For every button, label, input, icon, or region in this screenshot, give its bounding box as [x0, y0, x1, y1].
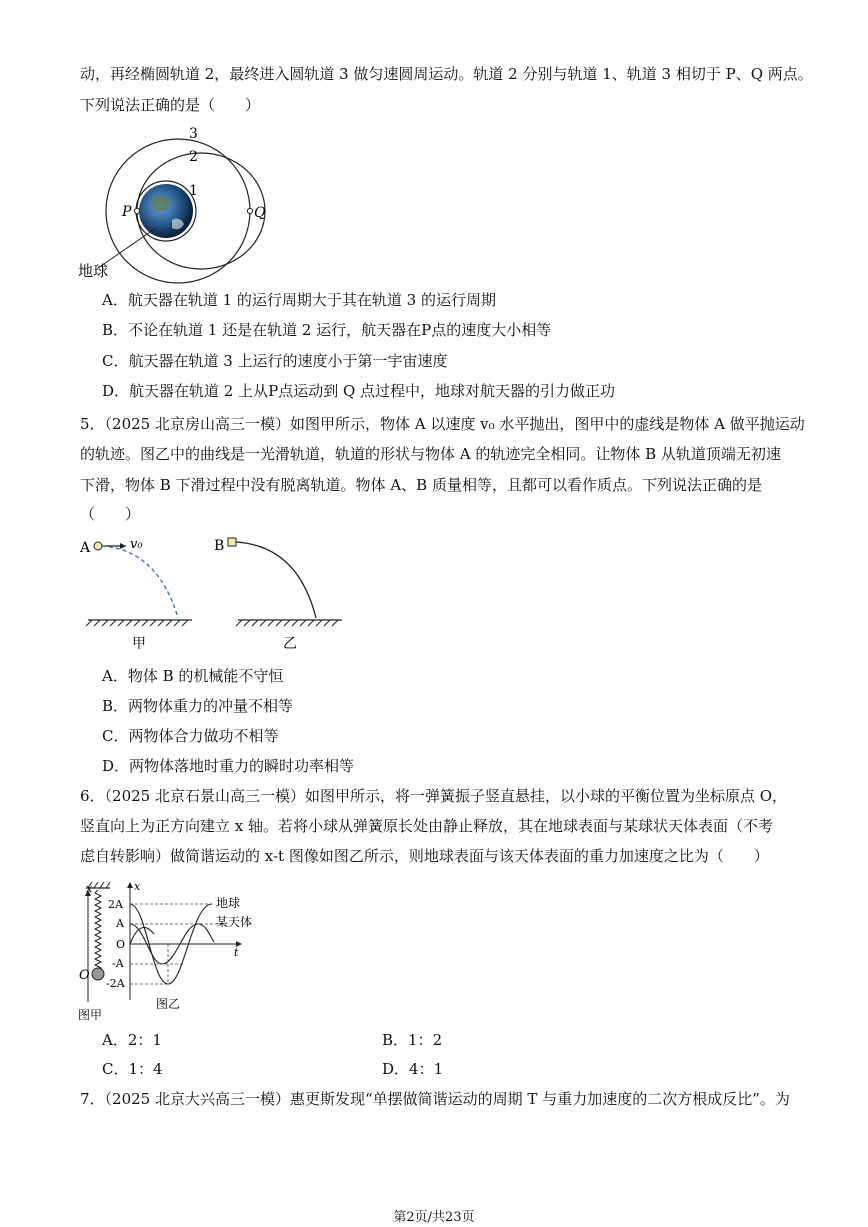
orbit-2-label: 2: [189, 149, 198, 165]
projectile-figure: [80, 530, 350, 655]
q6-option-b[interactable]: B．1：2: [382, 1031, 443, 1049]
q6-option-d[interactable]: D．4：1: [382, 1060, 444, 1078]
object-a: [94, 542, 102, 550]
tick-2a: 2A: [108, 898, 123, 911]
q4-option-a[interactable]: A．航天器在轨道 1 的运行周期大于其在轨道 3 的运行周期: [102, 291, 496, 309]
point-p-label: P: [122, 204, 132, 220]
q4-stem-line1: 动，再经椭圆轨道 2，最终进入圆轨道 3 做匀速圆周运动。轨道 2 分别与轨道 1、轨道 3 相切于 P、Q 两点。: [80, 65, 813, 83]
trajectory-dashed: [102, 546, 178, 618]
q5-stem-line3: 下滑，物体 B 下滑过程中没有脱离轨道。物体 A、B 质量相等，且都可以看作质点。下列说法正确的是: [80, 476, 762, 494]
q4-option-b[interactable]: B．不论在轨道 1 还是在轨道 2 运行，航天器在P点的速度大小相等: [102, 321, 552, 339]
velocity-label: v₀: [130, 537, 143, 552]
caption-jia: 图甲: [78, 1008, 103, 1022]
q5-stem-line1: 5．（2025 北京房山高三一模）如图甲所示，物体 A 以速度 v₀ 水平抛出，图甲中的虚线是物体 A 做平抛运动: [80, 415, 805, 433]
object-b-label: B: [214, 538, 225, 554]
q6-stem-line1: 6．（2025 北京石景山高三一模）如图甲所示，将一弹簧振子竖直悬挂，以小球的平衡位置为坐标原点 O，: [80, 787, 788, 805]
q5-option-d[interactable]: D．两物体落地时重力的瞬时功率相等: [102, 757, 355, 775]
smooth-track: [236, 542, 316, 618]
spring-coil: [95, 890, 101, 980]
q6-stem-line3: 虑自转影响）做简谐运动的 x-t 图像如图乙所示，则地球表面与该天体表面的重力加速度之比为（ ）: [80, 847, 769, 865]
q6-option-a[interactable]: A．2：1: [102, 1031, 162, 1049]
legend-earth: 地球: [216, 896, 241, 910]
q5-option-c[interactable]: C．两物体合力做功不相等: [102, 727, 279, 745]
q4-stem-line2: 下列说法正确的是（ ）: [80, 96, 261, 114]
q6-stem-line2: 竖直向上为正方向建立 x 轴。若将小球从弹簧原长处由静止释放，其在地球表面与某球状天体表面（不考: [80, 817, 774, 835]
spring-oscillation-figure: [76, 876, 266, 1022]
q5-stem-line2: 的轨迹。图乙中的曲线是一光滑轨道，轨道的形状与物体 A 的轨迹完全相同。让物体 B 从轨道顶端无初速: [80, 445, 781, 463]
tick-neg-a: -A: [112, 957, 124, 970]
orbit-figure: [76, 124, 266, 284]
object-a-label: A: [80, 540, 91, 556]
q5-option-a[interactable]: A．物体 B 的机械能不守恒: [102, 667, 284, 685]
object-b: [228, 538, 236, 546]
q4-option-d[interactable]: D．航天器在轨道 2 上从P点运动到 Q 点过程中，地球对航天器的引力做正功: [102, 382, 616, 400]
tick-o: O: [116, 938, 126, 951]
point-q-label: Q: [254, 205, 266, 221]
spring-ball: [92, 968, 104, 980]
q5-option-b[interactable]: B．两物体重力的冲量不相等: [102, 697, 294, 715]
q5-stem-line4: （ ）: [80, 505, 141, 523]
point-q: [247, 208, 252, 213]
tick-neg-2a: -2A: [106, 977, 125, 990]
q6-option-c[interactable]: C．1：4: [102, 1060, 163, 1078]
earth-label: 地球: [78, 262, 109, 280]
caption-yi: 图乙: [156, 997, 181, 1011]
earth-image: [139, 184, 193, 238]
caption-jia: 甲: [132, 636, 146, 652]
page-footer: 第2页/共23页: [393, 1210, 475, 1225]
graph-x-label: x: [134, 880, 141, 893]
q4-option-c[interactable]: C．航天器在轨道 3 上运行的速度小于第一宇宙速度: [102, 352, 448, 370]
orbit-1-label: 1: [189, 183, 198, 199]
q7-stem-line1: 7．（2025 北京大兴高三一模）惠更斯发现“单摆做简谐运动的周期 T 与重力加速度的二次方根成反比”。为: [80, 1090, 790, 1108]
point-p: [134, 208, 139, 213]
caption-yi: 乙: [283, 636, 297, 652]
tick-a: A: [116, 917, 124, 930]
legend-body: 某天体: [216, 915, 253, 929]
orbit-3-label: 3: [189, 126, 198, 142]
graph-t-label: t: [234, 946, 239, 959]
spring-axis-label: x: [86, 882, 93, 895]
equilibrium-label: O: [79, 968, 90, 983]
